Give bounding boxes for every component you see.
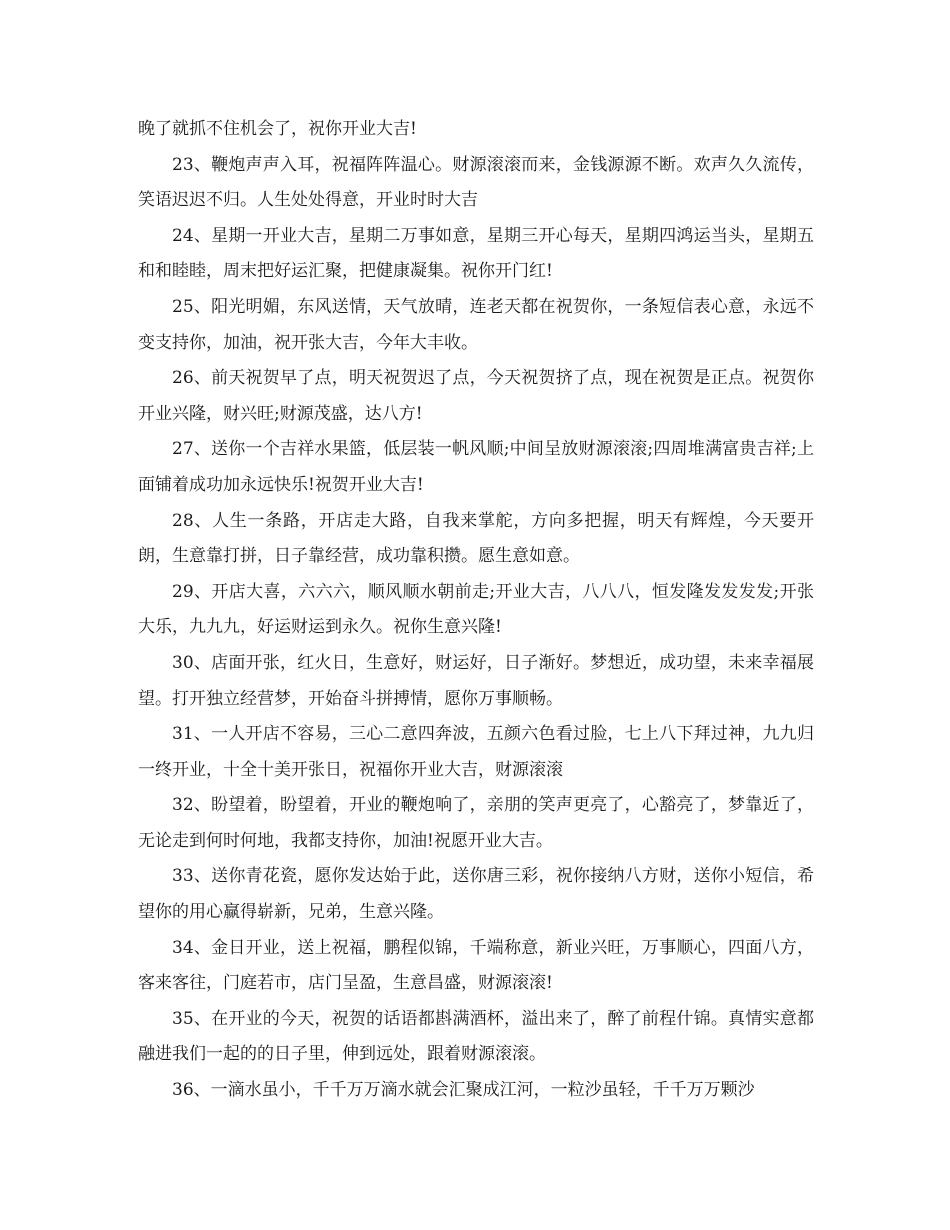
paragraph-26: 26、前天祝贺早了点，明天祝贺迟了点，今天祝贺挤了点，现在祝贺是正点。祝贺你开业兴隆，财兴旺;财源茂盛，达八方! (138, 368, 814, 424)
paragraph-25: 25、阳光明媚，东风送情，天气放晴，连老天都在祝贺你，一条短信表心意，永远不变支持你，加油，祝开张大吉，今年大丰收。 (138, 296, 814, 353)
paragraph-continuation: 晚了就抓不住机会了，祝你开业大吉! (138, 119, 417, 139)
paragraph-28: 28、人生一条路，开店走大路，自我来掌舵，方向多把握，明天有辉煌，今天要开朗，生意靠打拼，日子靠经营，成功靠积攒。愿生意如意。 (138, 510, 814, 567)
paragraph-35: 35、在开业的今天，祝贺的话语都斟满酒杯，溢出来了，醉了前程什锦。真情实意都融进我们一起的的日子里，伸到远处，跟着财源滚滚。 (138, 1008, 814, 1065)
paragraph-33: 33、送你青花瓷，愿你发达始于此，送你唐三彩，祝你接纳八方财，送你小短信，希望你的用心赢得崭新，兄弟，生意兴隆。 (138, 866, 814, 923)
paragraph-32: 32、盼望着，盼望着，开业的鞭炮响了，亲朋的笑声更亮了，心豁亮了，梦靠近了，无论走到何时何地，我都支持你，加油!祝愿开业大吉。 (138, 795, 814, 851)
paragraph-36: 36、一滴水虽小，千千万万滴水就会汇聚成江河，一粒沙虽轻，千千万万颗沙 (172, 1080, 755, 1101)
paragraph-31: 31、一人开店不容易，三心二意四奔波，五颜六色看过脸，七上八下拜过神，九九归一终开业，十全十美开张日，祝福你开业大吉，财源滚滚 (138, 724, 814, 780)
paragraph-34: 34、金日开业，送上祝福，鹏程似锦，千端称意，新业兴旺，万事顺心，四面八方，客来客往，门庭若市，店门呈盈，生意昌盛，财源滚滚! (138, 937, 814, 994)
paragraph-24: 24、星期一开业大吉，星期二万事如意，星期三开心每天，星期四鸿运当头，星期五和和睦睦，周末把好运汇聚，把健康凝集。祝你开门红! (138, 225, 814, 282)
document-page (138, 112, 814, 1109)
paragraph-29: 29、开店大喜，六六六，顺风顺水朝前走;开业大吉，八八八，恒发隆发发发发;开张大乐，九九九，好运财运到永久。祝你生意兴隆! (138, 581, 814, 638)
paragraph-27: 27、送你一个吉祥水果篮，低层装一帆风顺;中间呈放财源滚滚;四周堆满富贵吉祥;上面铺着成功加永远快乐!祝贺开业大吉! (138, 439, 814, 495)
paragraph-23: 23、鞭炮声声入耳，祝福阵阵温心。财源滚滚而来，金钱源源不断。欢声久久流传，笑语迟迟不归。人生处处得意，开业时时大吉 (138, 154, 814, 211)
paragraph-30: 30、店面开张，红火日，生意好，财运好，日子渐好。梦想近，成功望，未来幸福展望。打开独立经营梦，开始奋斗拼搏情，愿你万事顺畅。 (138, 652, 814, 709)
